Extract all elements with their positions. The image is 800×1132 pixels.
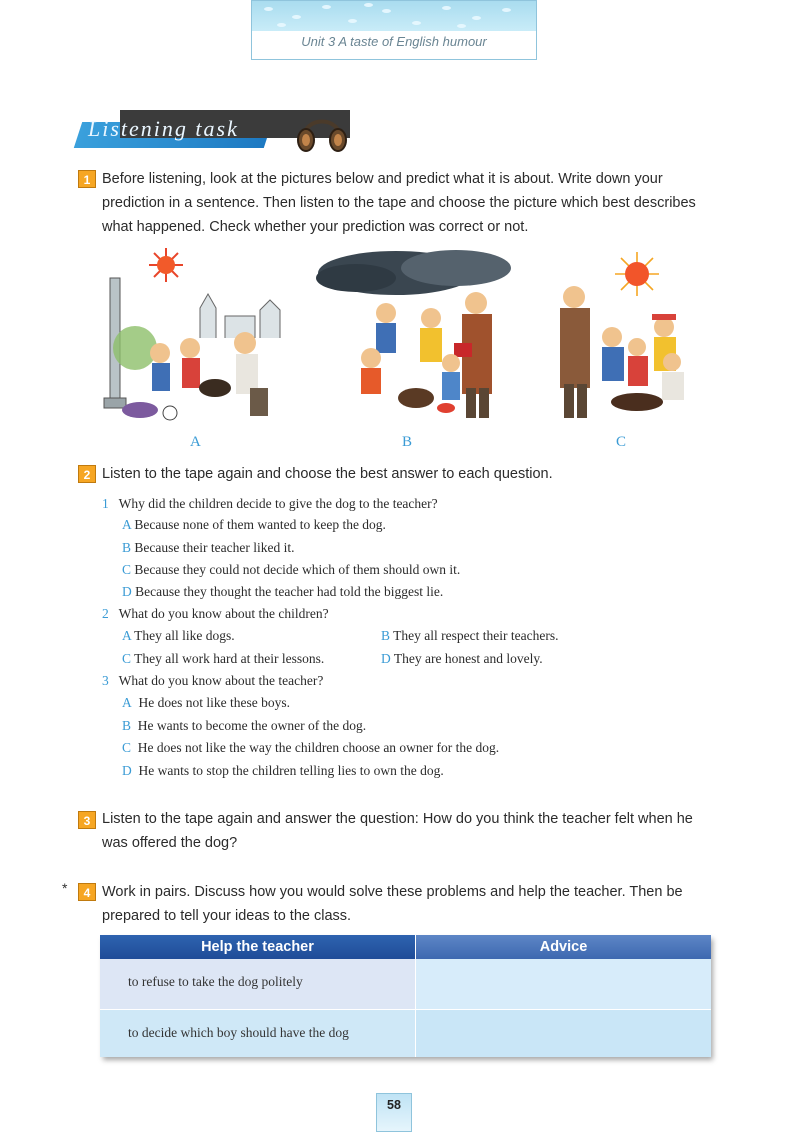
option-text: Because they thought the teacher had told the biggest lie. <box>135 584 444 599</box>
help-text: to decide which boy should have the dog <box>128 1025 349 1040</box>
question-2-option-c <box>122 651 324 667</box>
question-3 <box>102 673 323 689</box>
option-letter: B <box>122 718 132 733</box>
option-letter: A <box>122 628 132 643</box>
advice-table <box>100 935 710 1056</box>
question-text: What do you know about the teacher? <box>118 673 324 688</box>
task-3-instructions: Listen to the tape again and answer the question: How do you think the teacher felt when he was offered the dog? <box>102 811 693 851</box>
question-1-option-b <box>122 540 294 556</box>
optional-marker: * <box>62 880 68 896</box>
question-number: 2 <box>102 606 109 621</box>
unit-header <box>251 0 537 60</box>
section-title: Listening task <box>88 116 239 141</box>
task-number-4: 4 <box>78 883 96 901</box>
unit-title: Unit 3 A taste of English humour <box>301 34 487 49</box>
option-letter: A <box>122 517 132 532</box>
option-text: They all work hard at their lessons. <box>134 651 325 666</box>
option-letter: C <box>122 562 132 577</box>
question-2-option-a <box>122 628 235 644</box>
question-1 <box>102 496 438 512</box>
option-letter: D <box>381 651 391 666</box>
option-text: Because their teacher liked it. <box>134 540 295 555</box>
headphones-icon <box>296 108 348 156</box>
question-number: 3 <box>102 673 109 688</box>
option-text: He does not like the way the children choose an owner for the dog. <box>137 740 500 755</box>
question-1-option-c <box>122 562 460 578</box>
option-letter: D <box>122 763 132 778</box>
picture-label-a: A <box>190 434 201 450</box>
task-4-instructions: Work in pairs. Discuss how you would solve these problems and help the teacher. Then be prepared to tell your ideas to the class. <box>102 884 683 924</box>
option-letter: D <box>122 584 132 599</box>
table-row-2-help <box>100 1009 415 1057</box>
option-text: He wants to stop the children telling lies to own the dog. <box>138 763 444 778</box>
task-2-instructions: Listen to the tape again and choose the best answer to each question. <box>102 466 553 482</box>
option-letter: B <box>381 628 391 643</box>
picture-label-c: C <box>616 434 627 450</box>
option-text: He wants to become the owner of the dog. <box>137 718 367 733</box>
option-letter: A <box>122 695 132 710</box>
picture-c <box>552 252 697 424</box>
question-text: What do you know about the children? <box>118 606 329 621</box>
task-1-instructions: Before listening, look at the pictures below and predict what it is about. Write down your prediction in a sentence. Then listen to the tape and choose the picture which best describes what happened. Check whether your prediction was correct or not. <box>102 171 696 235</box>
option-text: Because they could not decide which of them should own it. <box>134 562 461 577</box>
question-3-option-d <box>122 763 444 779</box>
option-text: They are honest and lovely. <box>393 651 543 666</box>
option-letter: C <box>122 651 132 666</box>
header-decoration <box>252 1 536 31</box>
table-row-1-advice[interactable] <box>415 959 711 1009</box>
picture-a <box>100 248 295 428</box>
option-text: He does not like these boys. <box>138 695 290 710</box>
question-3-option-a <box>122 695 290 711</box>
table-row-2-advice[interactable] <box>415 1009 711 1057</box>
option-letter: C <box>122 740 132 755</box>
question-number: 1 <box>102 496 109 511</box>
task-number-1: 1 <box>78 170 96 188</box>
picture-b <box>316 248 511 423</box>
option-text: They all respect their teachers. <box>393 628 559 643</box>
section-banner <box>78 110 278 152</box>
table-header-help: Help the teacher <box>100 935 415 959</box>
task-number-3: 3 <box>78 811 96 829</box>
option-text: They all like dogs. <box>134 628 235 643</box>
option-text: Because none of them wanted to keep the dog. <box>134 517 386 532</box>
question-2 <box>102 606 329 622</box>
help-text: to refuse to take the dog politely <box>128 974 303 989</box>
question-3-option-b <box>122 718 366 734</box>
table-header-advice: Advice <box>415 935 711 959</box>
table-row-1-help <box>100 959 415 1009</box>
task-number-2: 2 <box>78 465 96 483</box>
question-2-option-b <box>381 628 558 644</box>
question-1-option-d <box>122 584 443 600</box>
page-number-tab <box>376 1093 412 1132</box>
picture-label-b: B <box>402 434 413 450</box>
option-letter: B <box>122 540 132 555</box>
question-2-option-d <box>381 651 543 667</box>
question-text: Why did the children decide to give the dog to the teacher? <box>118 496 438 511</box>
question-1-option-a <box>122 517 386 533</box>
page-number: 58 <box>387 1098 401 1112</box>
question-3-option-c <box>122 740 499 756</box>
